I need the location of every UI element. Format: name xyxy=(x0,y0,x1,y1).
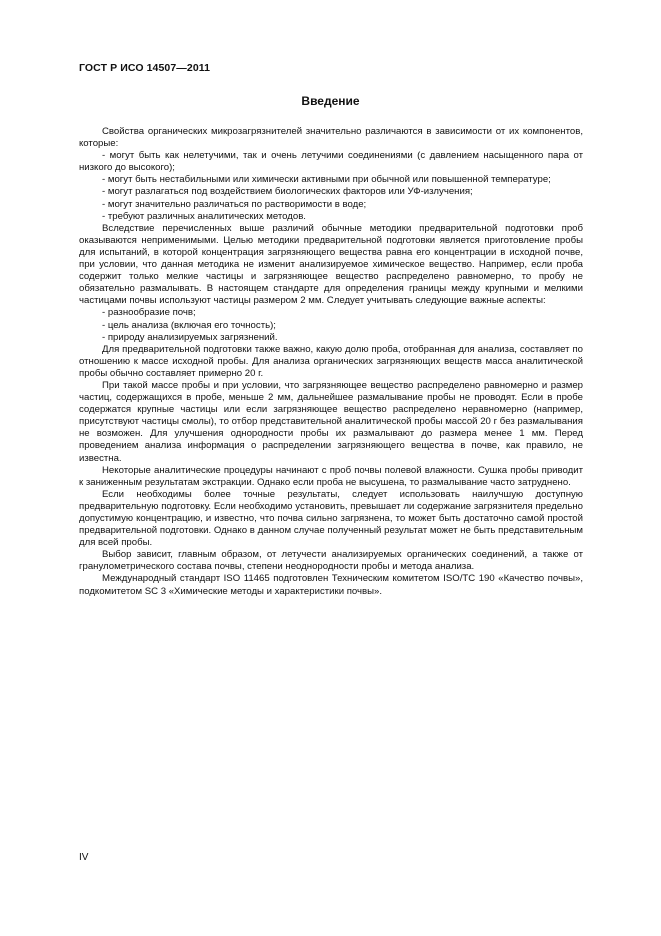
page-number: IV xyxy=(79,852,89,863)
list-item: - природу анализируемых загрязнений. xyxy=(102,331,278,343)
list-item: - цель анализа (включая его точность); xyxy=(102,319,276,331)
document-code-header: ГОСТ Р ИСО 14507—2011 xyxy=(79,62,211,74)
paragraph: Некоторые аналитические процедуры начинают с проб почвы полевой влажности. Сушка пробы приводит к заниженным результатам экстракции. Однако если проба не высушена, то размалывание часто затруднено. xyxy=(79,464,583,488)
list-item: - могут быть как нелетучими, так и очень летучими соединениями (с давлением насыщенного пара от низкого до высокого); xyxy=(79,150,583,174)
list-item: - могут быть нестабильными или химически активными при обычной или повышенной температуре; xyxy=(102,174,551,186)
paragraph: Вследствие перечисленных выше различий обычные методики предварительной подготовки проб оказываются неприменимыми. Целью методики предварительной подготовки является приготовление пробы для испытаний, в которой концентрация загрязняющего вещества равна его концентрации в исходной почве, при условии, что данная методика не изменит анализируемое химическое вещество. Например, если проба содержит только мелкие частицы и загрязняющее вещество распределено равномерно, то пробу не обязательно размалывать. В настоящем стандарте для определения границы между крупными и мелкими частицами почвы используют частицы размером 2 мм. Следует учитывать следующие важные аспекты: xyxy=(79,222,583,307)
paragraph: При такой массе пробы и при условии, что загрязняющее вещество распределено равномерно и размер частиц, содержащихся в пробе, меньше 2 мм, дальнейшее размалывание пробы не проводят. Если в пробе содержатся крупные частицы или если загрязняющее вещество распределено неравномерно (например, присутствуют частицы смолы), то отбор представительной аналитической пробы массой 20 г без размалывания не возможен. Для улучшения однородности пробы их размалывают до размера менее 1 мм. Перед проведением анализа информация о распределении загрязняющего вещества в почве, как правило, не известна. xyxy=(79,379,583,464)
paragraph: Международный стандарт ISO 11465 подготовлен Техническим комитетом ISO/TC 190 «Качество почвы», подкомитетом SC 3 «Химические методы и характеристики почвы». xyxy=(79,573,583,597)
paragraph: Свойства органических микрозагрязнителей значительно различаются в зависимости от их компонентов, которые: xyxy=(79,126,583,150)
aspects-list xyxy=(79,307,583,343)
list-item: - требуют различных аналитических методов. xyxy=(102,210,306,222)
list-item: - разнообразие почв; xyxy=(102,307,196,319)
components-list xyxy=(79,150,583,223)
paragraph: Для предварительной подготовки также важно, какую долю проба, отобранная для анализа, составляет по отношению к массе исходной пробы. Для анализа органических загрязняющих веществ масса аналитической пробы обычно составляет примерно 20 г. xyxy=(79,343,583,379)
paragraph: Выбор зависит, главным образом, от летучести анализируемых органических соединений, а также от гранулометрического состава почвы, степени неоднородности пробы и метода анализа. xyxy=(79,549,583,573)
document-body xyxy=(79,126,583,598)
section-title: Введение xyxy=(301,94,360,108)
list-item: - могут разлагаться под воздействием биологических факторов или УФ-излучения; xyxy=(102,186,473,198)
paragraph: Если необходимы более точные результаты, следует использовать наилучшую доступную предварительную подготовку. Если необходимо установить, превышает ли содержание загрязнителя предельно допустимую концентрацию, и известно, что почва сильно загрязнена, то может быть достаточно самой простой предварительной подготовки. Однако в данном случае полученный результат может не быть представительным для всей пробы. xyxy=(79,488,583,549)
list-item: - могут значительно различаться по растворимости в воде; xyxy=(102,198,367,210)
